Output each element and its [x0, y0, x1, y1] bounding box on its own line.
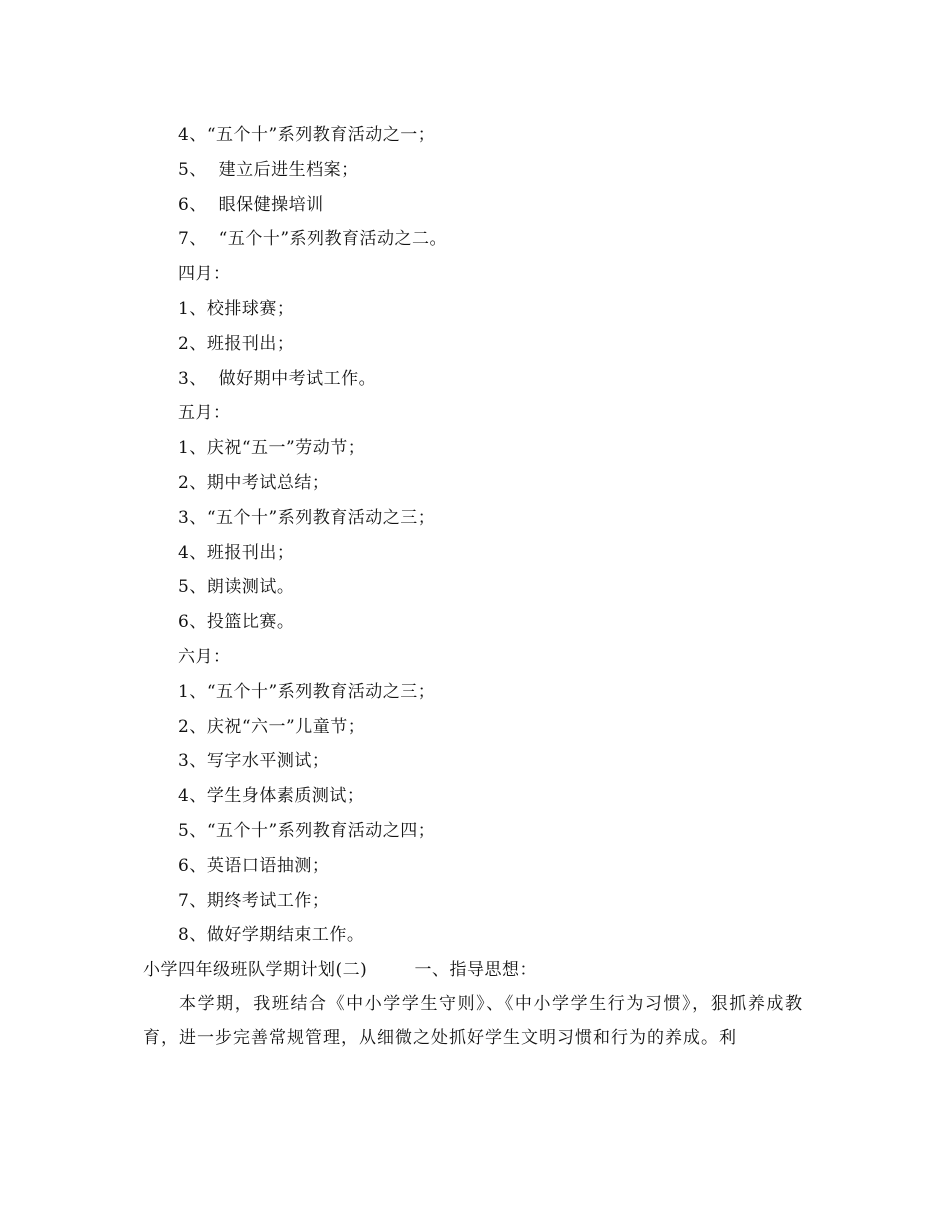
- list-item: 4、学生身体素质测试；: [178, 786, 365, 807]
- list-item: 1、校排球赛；: [178, 298, 295, 319]
- list-item: 1、“五个十”系列教育活动之三；: [178, 681, 436, 702]
- body-paragraph: 本学期，我班结合《中小学学生守则》、《中小学学生行为习惯》，狠抓养成教育，进一步完善常规管理，从细微之处抓好学生文明习惯和行为的养成。利: [143, 994, 803, 1048]
- list-item: 2、期中考试总结；: [178, 472, 330, 493]
- list-item: 2、班报刊出；: [178, 333, 295, 354]
- month-heading-may: 五月：: [178, 403, 231, 424]
- month-heading-june: 六月：: [178, 646, 231, 667]
- list-item: 8、做好学期结束工作。: [178, 925, 365, 946]
- list-item: 5、朗读测试。: [178, 577, 295, 598]
- month-heading-april: 四月：: [178, 264, 231, 285]
- schedule-list: [178, 118, 818, 953]
- list-item: 3、“五个十”系列教育活动之三；: [178, 507, 436, 528]
- list-item: 7、期终考试工作；: [178, 890, 330, 911]
- section-two: [143, 953, 803, 1055]
- list-item: 7、 “五个十”系列教育活动之二。: [178, 229, 448, 250]
- section-heading: 小学四年级班队学期计划(二) 一、指导思想：: [143, 960, 537, 980]
- list-item: 3、 做好期中考试工作。: [178, 368, 377, 389]
- list-item: 4、“五个十”系列教育活动之一；: [178, 125, 436, 145]
- list-item: 6、 眼保健操培训: [178, 194, 324, 215]
- list-item: 4、班报刊出；: [178, 542, 295, 563]
- list-item: 5、 建立后进生档案；: [178, 159, 359, 180]
- list-item: 1、庆祝“五一”劳动节；: [178, 438, 366, 459]
- list-item: 2、庆祝“六一”儿童节；: [178, 716, 366, 737]
- list-item: 5、“五个十”系列教育活动之四；: [178, 820, 436, 841]
- list-item: 6、投篮比赛。: [178, 612, 295, 633]
- list-item: 6、英语口语抽测；: [178, 855, 330, 876]
- list-item: 3、写字水平测试；: [178, 751, 330, 772]
